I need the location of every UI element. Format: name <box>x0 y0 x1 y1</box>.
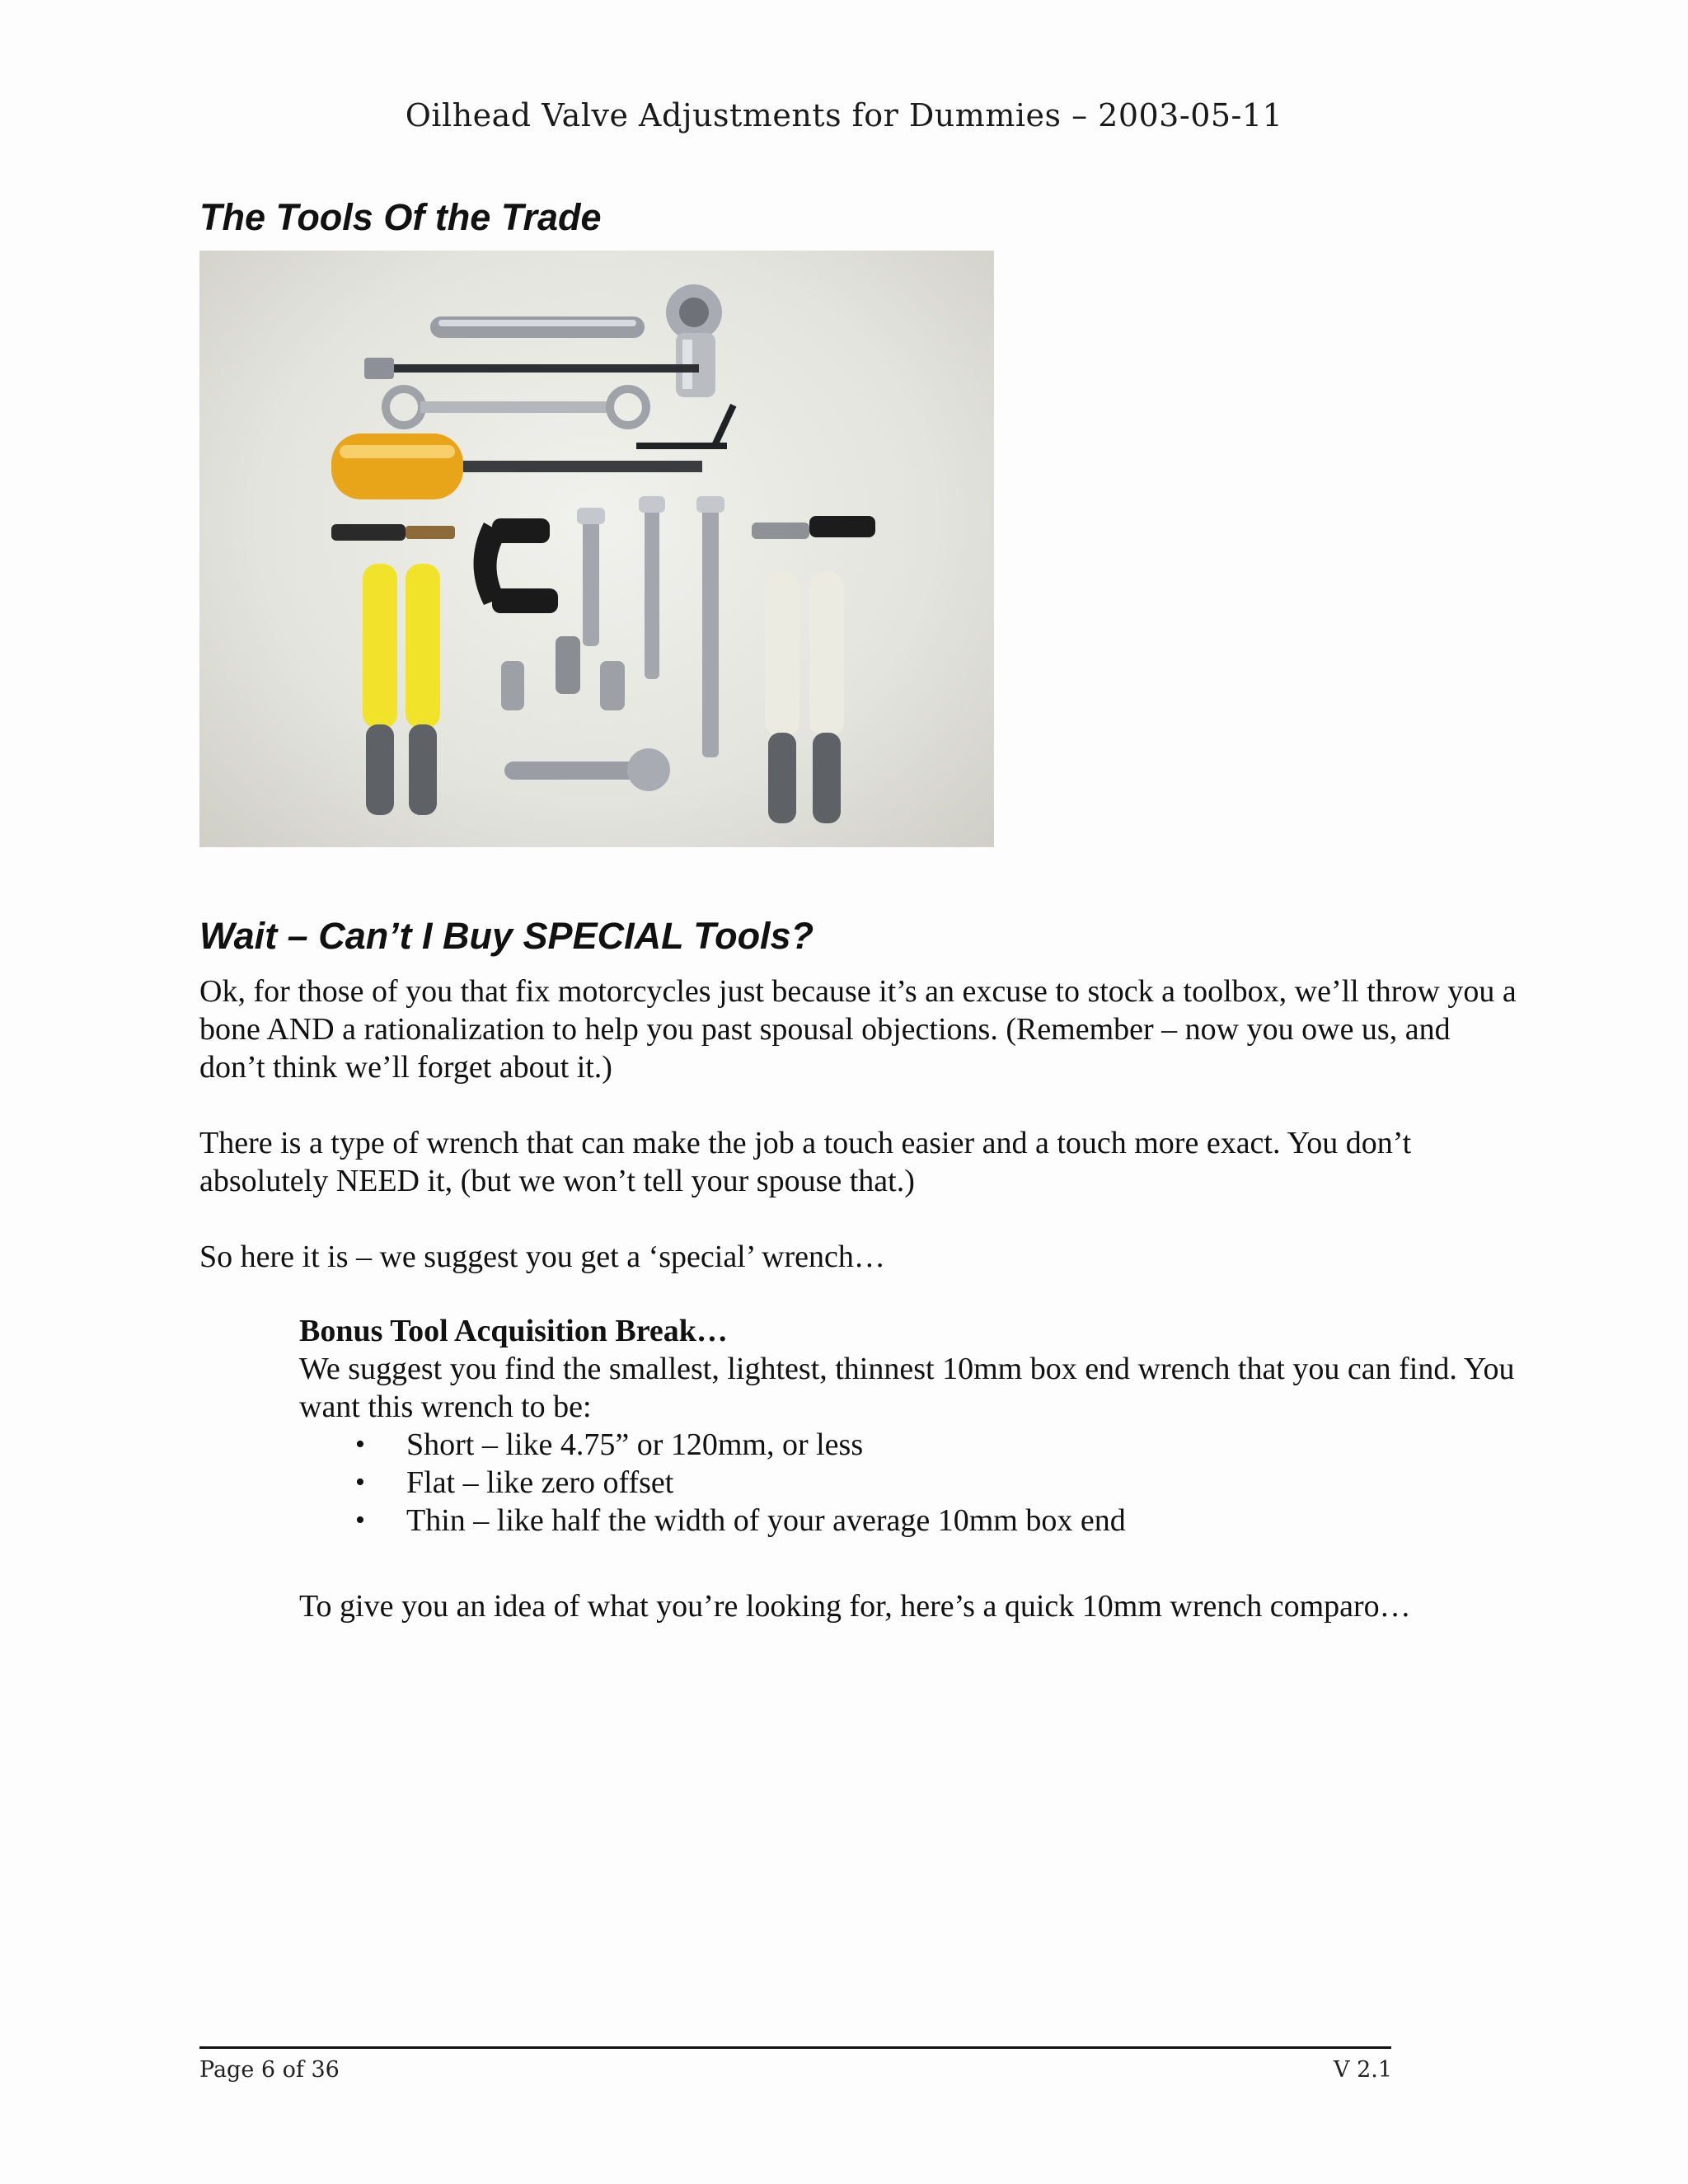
long-bar-image <box>364 358 699 379</box>
paragraph-wrench-type: There is a type of wrench that can make the job a touch easier and a touch more exact. You don’t absolutely NEED it, (but we won’t tell your spouse that.) <box>199 1126 1412 1198</box>
paragraph-special-wrench: So here it is – we suggest you get a ‘special’ wrench… <box>199 1240 885 1274</box>
page-header-title: Oilhead Valve Adjustments for Dummies – 2003-05-11 <box>405 97 1283 134</box>
bonus-bullet-list <box>299 1426 1519 1540</box>
section-heading-special-tools: Wait – Can’t I Buy SPECIAL Tools? <box>199 915 814 957</box>
socket-extensions-image <box>577 496 724 757</box>
footer-version: V 2.1 <box>1334 2057 1393 2083</box>
small-ratchet-image <box>504 748 670 791</box>
bullet-item <box>299 1426 1519 1464</box>
bonus-box-title: Bonus Tool Acquisition Break… <box>299 1314 728 1348</box>
black-clip-image <box>474 518 559 613</box>
feeler-gauge-left-image <box>331 524 455 815</box>
allen-key-image <box>636 404 736 449</box>
small-sockets-image <box>501 636 625 710</box>
bullet-icon: • <box>355 1467 365 1497</box>
bonus-closing-text: To give you an idea of what you’re looking for, here’s a quick 10mm wrench comparo… <box>299 1589 1411 1624</box>
bonus-box-text: We suggest you find the smallest, lightest, thinnest 10mm box end wrench that you can find. You want this wrench to be: <box>299 1352 1515 1424</box>
bullet-text: Thin – like half the width of your average 10mm box end <box>406 1503 1126 1538</box>
bullet-text: Short – like 4.75” or 120mm, or less <box>406 1427 864 1462</box>
paragraph-intro: Ok, for those of you that fix motorcycles just because it’s an excuse to stock a toolbox, we’ll throw you a bone AND a rationalization to help you past spousal objections. (Remember – now you owe us, and don’t think we’ll forget about it.) <box>199 974 1517 1085</box>
bullet-icon: • <box>355 1429 365 1460</box>
ratchet-wrench-image <box>430 284 722 397</box>
bonus-tool-box <box>299 1312 1519 1624</box>
footer-page-number: Page 6 of 36 <box>199 2057 340 2083</box>
bullet-item <box>299 1502 1519 1540</box>
feeler-gauge-right-image <box>752 516 875 823</box>
bullet-icon: • <box>355 1505 365 1535</box>
tools-photo <box>199 251 994 847</box>
footer-divider <box>199 2046 1391 2049</box>
section-heading-tools: The Tools Of the Trade <box>199 196 602 238</box>
bullet-text: Flat – like zero offset <box>406 1465 674 1500</box>
bullet-item <box>299 1464 1519 1502</box>
tools-photo-illustration <box>199 251 994 847</box>
combination-wrench-image <box>386 389 646 425</box>
